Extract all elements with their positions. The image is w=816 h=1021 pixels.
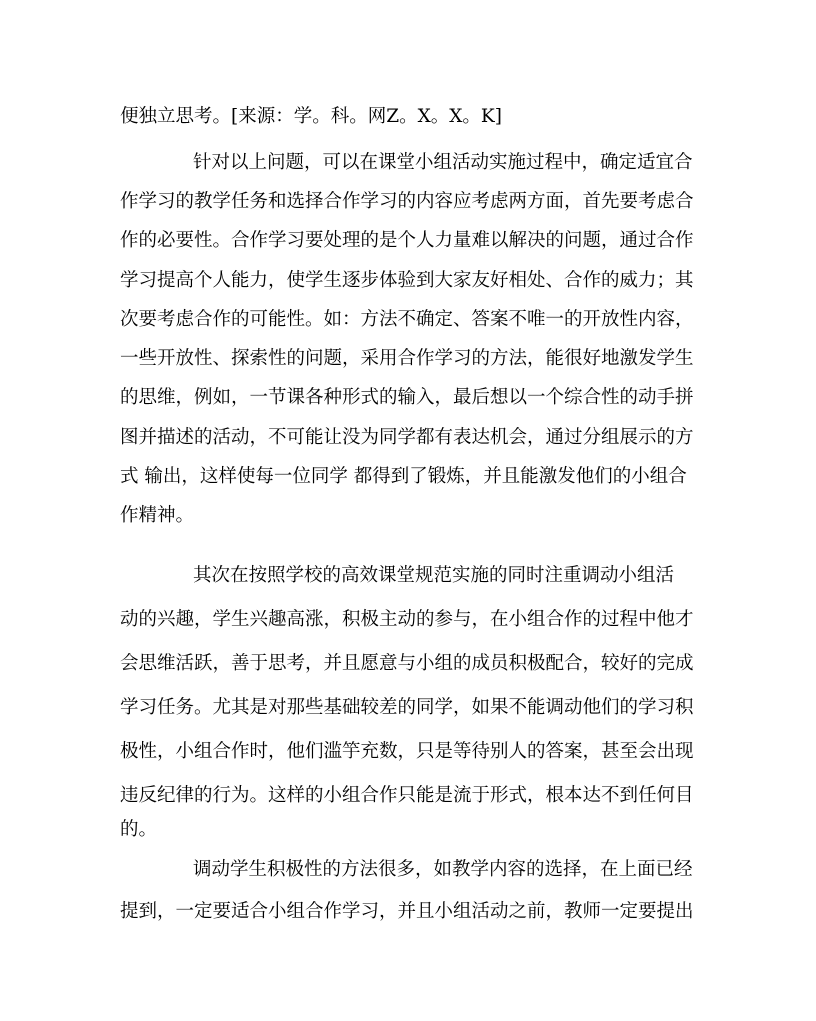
text-line: 次要考虑合作的可能性。如：方法不确定、答案不唯一的开放性内容， — [120, 309, 694, 330]
text-line: 提到，一定要适合小组合作学习，并且小组活动之前，教师一定要提出 — [120, 901, 694, 922]
text-line: 作学习的教学任务和选择合作学习的内容应考虑两方面，首先要考虑合 — [120, 191, 694, 212]
text-line: 图并描述的活动，不可能让没为同学都有表达机会，通过分组展示的方 — [120, 427, 694, 448]
text-line: 动的兴趣，学生兴趣高涨，积极主动的参与，在小组合作的过程中他才 — [120, 609, 694, 630]
text-line: 的。 — [120, 819, 158, 840]
text-line: 的思维，例如，一节课各种形式的输入，最后想以一个综合性的动手拼 — [120, 387, 694, 408]
text-line: 一些开放性、探索性的问题，采用合作学习的方法，能很好地激发学生 — [120, 348, 694, 369]
text-line: 作精神。 — [120, 505, 195, 526]
text-line: 会思维活跃，善于思考，并且愿意与小组的成员积极配合，较好的完成 — [120, 653, 694, 674]
text-line: 调动学生积极性的方法很多，如教学内容的选择，在上面已经 — [193, 859, 693, 880]
text-line: 违反纪律的行为。这样的小组合作只能是流于形式，根本达不到任何目 — [120, 785, 694, 806]
text-line: 学习任务。尤其是对那些基础较差的同学，如果不能调动他们的学习积 — [120, 697, 694, 718]
text-line: 极性，小组合作时，他们滥竽充数，只是等待别人的答案，甚至会出现 — [120, 741, 694, 762]
text-line: 学习提高个人能力，使学生逐步体验到大家友好相处、合作的威力；其 — [120, 270, 694, 291]
text-line: 其次在按照学校的高效课堂规范实施的同时注重调动小组活 — [193, 565, 675, 586]
text-line: 式 输出，这样使每一位同学 都得到了锻炼，并且能激发他们的小组合 — [120, 466, 687, 487]
text-line: 针对以上问题，可以在课堂小组活动实施过程中，确定适宜合 — [193, 152, 693, 173]
text-line: 便独立思考。[来源：学。科。网Z。X。X。K] — [120, 106, 502, 127]
text-line: 作的必要性。合作学习要处理的是个人力量难以解决的问题，通过合作 — [120, 230, 694, 251]
